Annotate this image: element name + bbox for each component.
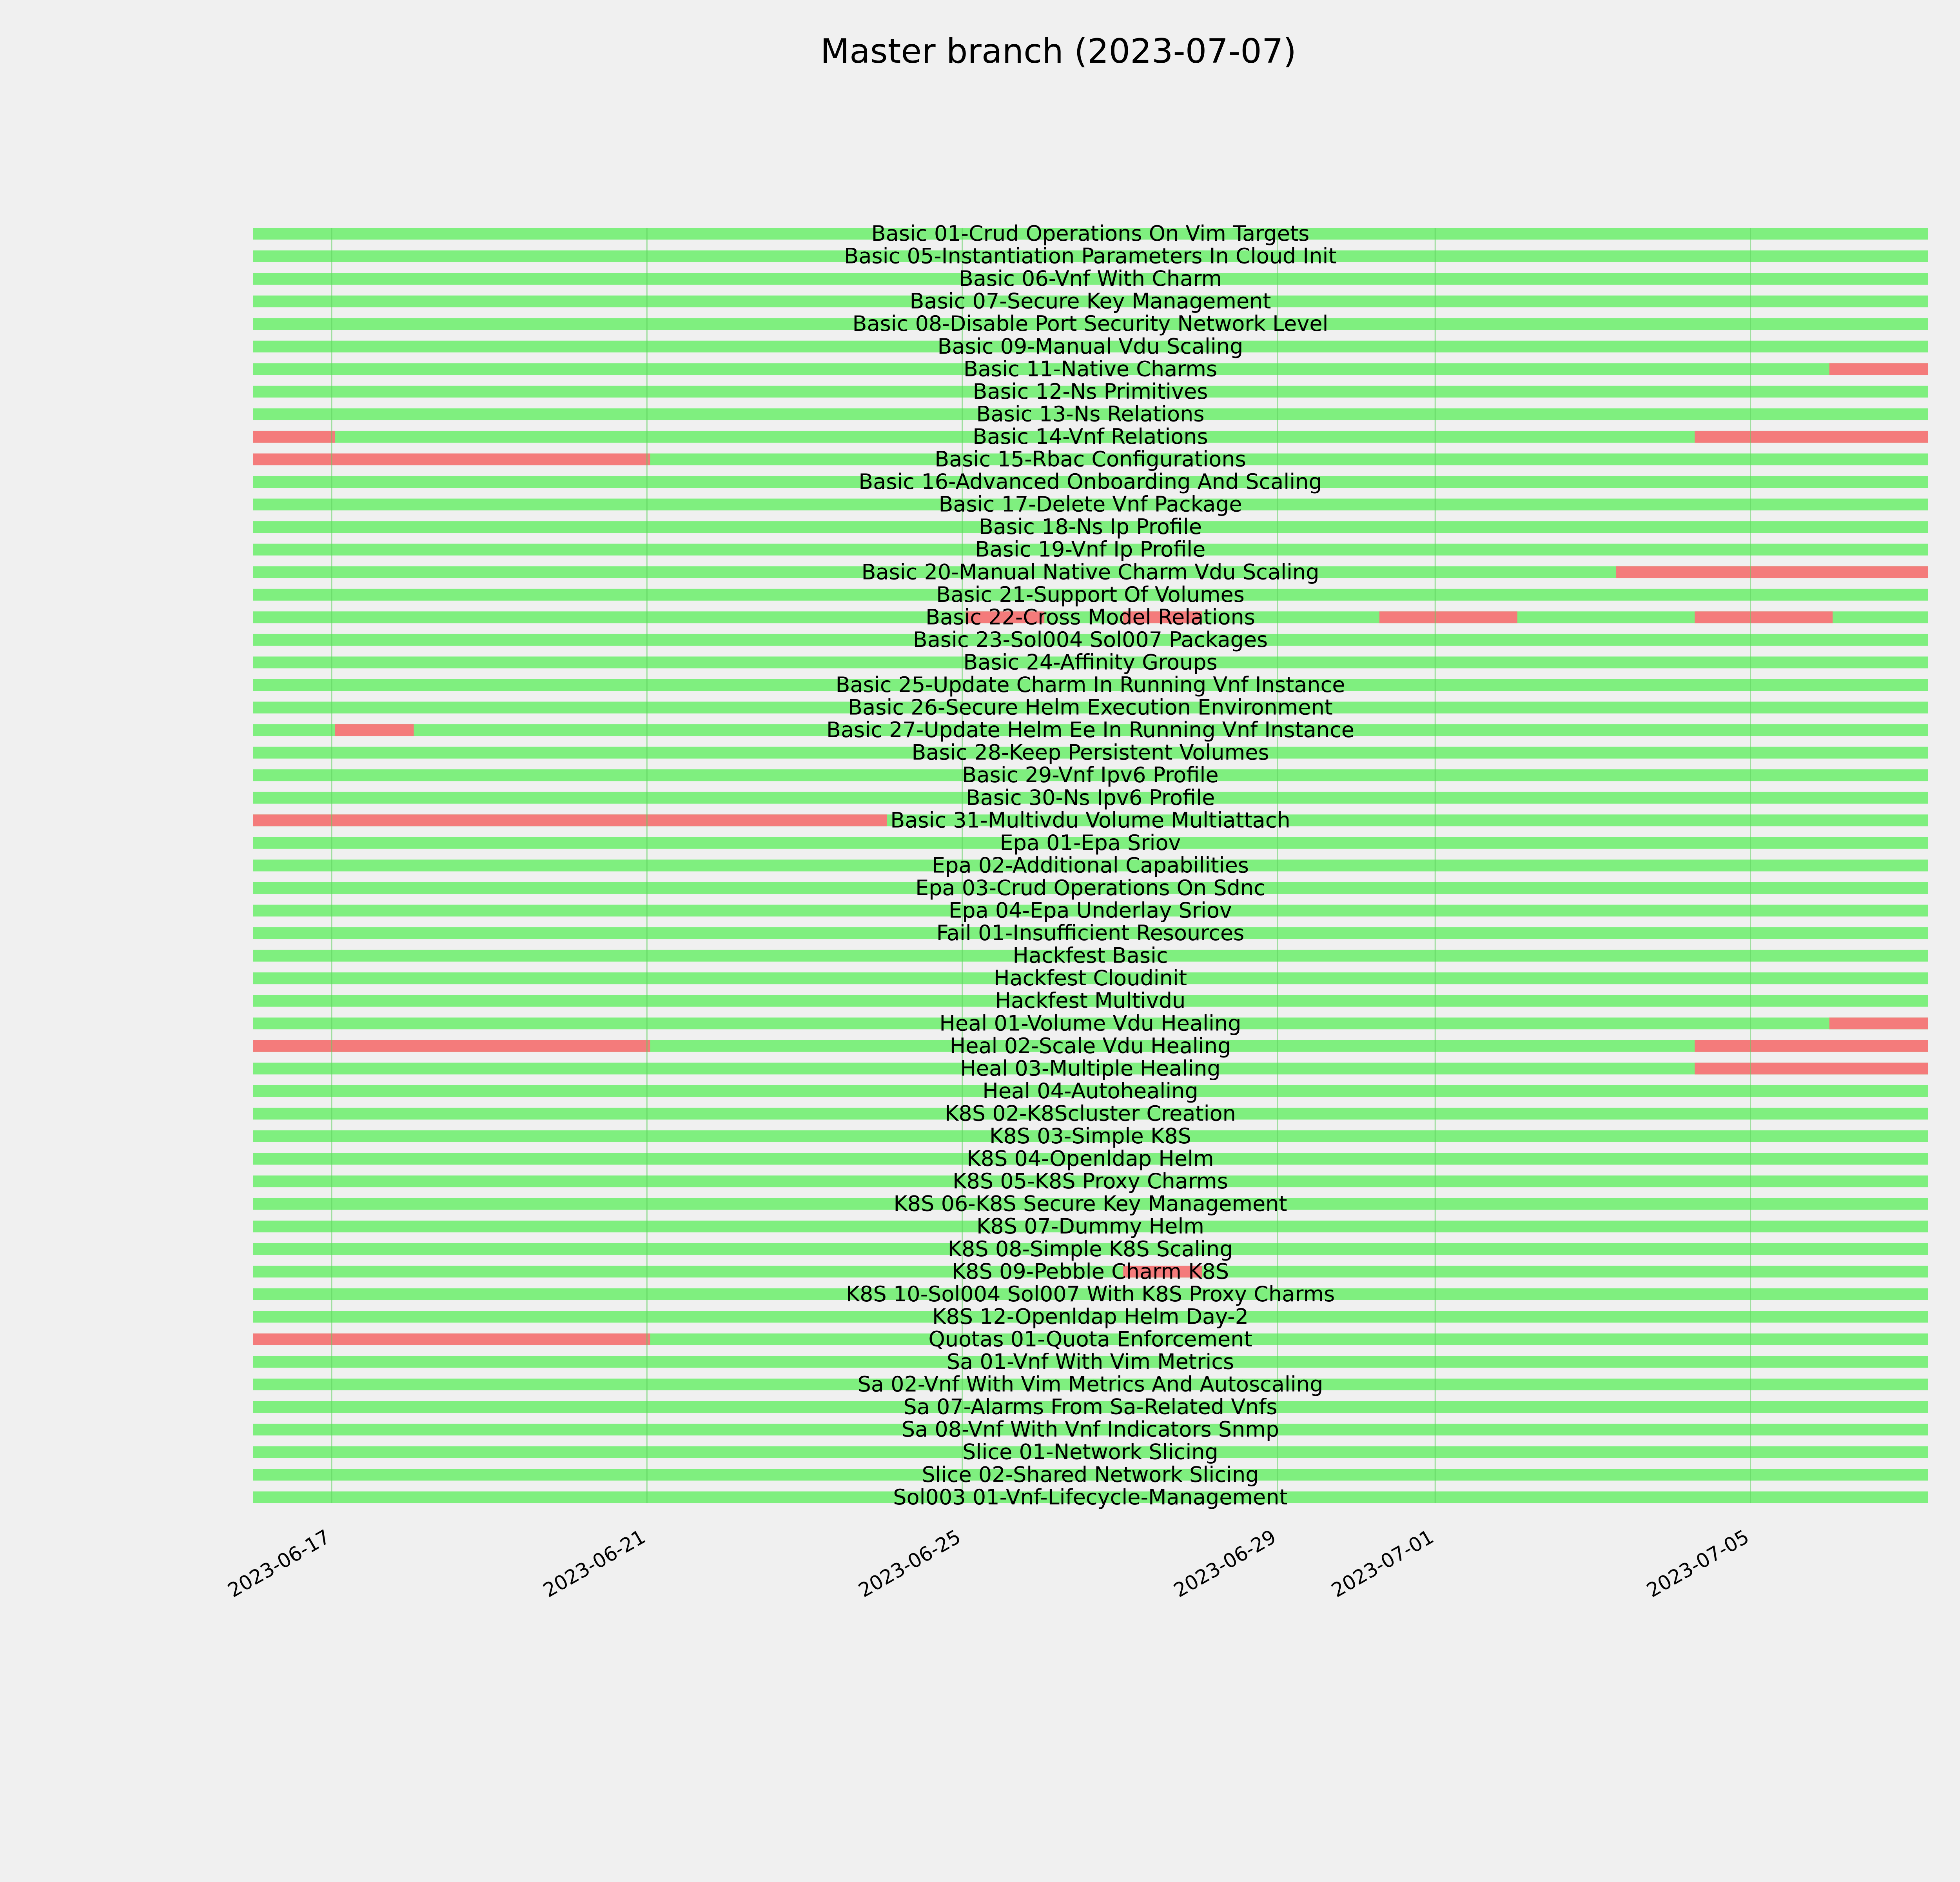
- x-tick-label: 2023-07-01: [1327, 1525, 1438, 1602]
- row-label: Hackfest Multivdu: [995, 988, 1186, 1013]
- row-label: Sa 01-Vnf With Vim Metrics: [946, 1349, 1234, 1374]
- x-axis-ticks: [224, 1525, 1753, 1602]
- row-label: Basic 08-Disable Port Security Network Level: [852, 311, 1328, 336]
- row-label: Basic 20-Manual Native Charm Vdu Scaling: [861, 560, 1319, 585]
- row-label: Basic 07-Secure Key Management: [909, 289, 1271, 314]
- row-label: Basic 17-Delete Vnf Package: [938, 492, 1242, 517]
- row-label: Basic 24-Affinity Groups: [963, 650, 1218, 675]
- row-label: K8S 05-K8S Proxy Charms: [953, 1169, 1228, 1194]
- fail-bar: [1379, 611, 1517, 623]
- row-label: Fail 01-Insufficient Resources: [936, 921, 1245, 946]
- fail-bar: [253, 454, 650, 465]
- row-label: Basic 29-Vnf Ipv6 Profile: [962, 763, 1219, 788]
- row-label: Quotas 01-Quota Enforcement: [928, 1326, 1252, 1352]
- row-label: Slice 01-Network Slicing: [962, 1439, 1218, 1464]
- row-label: Basic 31-Multivdu Volume Multiattach: [890, 808, 1290, 833]
- row-label: Basic 30-Ns Ipv6 Profile: [965, 785, 1215, 810]
- row-label: K8S 12-Openldap Helm Day-2: [932, 1304, 1249, 1329]
- row-label: Heal 01-Volume Vdu Healing: [939, 1011, 1241, 1036]
- x-tick-label: 2023-06-29: [1170, 1525, 1280, 1602]
- row-label: Basic 28-Keep Persistent Volumes: [911, 740, 1269, 765]
- fail-bar: [253, 1040, 650, 1052]
- row-label: Heal 04-Autohealing: [982, 1078, 1198, 1103]
- row-label: K8S 02-K8Scluster Creation: [945, 1101, 1236, 1126]
- row-label: Hackfest Cloudinit: [993, 966, 1187, 991]
- x-tick-label: 2023-07-05: [1642, 1525, 1753, 1602]
- fail-bar: [1829, 363, 1928, 375]
- row-label: Basic 09-Manual Vdu Scaling: [937, 334, 1243, 359]
- fail-bar: [1616, 566, 1928, 578]
- row-label: Basic 01-Crud Operations On Vim Targets: [871, 221, 1310, 246]
- fail-bar: [253, 1333, 650, 1345]
- row-label: K8S 10-Sol004 Sol007 With K8S Proxy Charms: [846, 1281, 1335, 1306]
- row-label: K8S 08-Simple K8S Scaling: [947, 1236, 1233, 1261]
- row-label: Epa 04-Epa Underlay Sriov: [949, 898, 1232, 923]
- row-label: Basic 21-Support Of Volumes: [936, 582, 1245, 607]
- fail-bar: [1695, 611, 1833, 623]
- row-label: Basic 12-Ns Primitives: [973, 379, 1208, 404]
- row-label: Sa 07-Alarms From Sa-Related Vnfs: [903, 1394, 1278, 1419]
- row-label: Heal 03-Multiple Healing: [960, 1056, 1221, 1081]
- row-label: Basic 05-Instantiation Parameters In Cloud Init: [844, 243, 1337, 269]
- row-label: Heal 02-Scale Vdu Healing: [949, 1033, 1231, 1058]
- row-label: Basic 15-Rbac Configurations: [935, 447, 1246, 472]
- fail-bar: [253, 814, 887, 826]
- row-label: Basic 23-Sol004 Sol007 Packages: [913, 627, 1268, 652]
- row-label: Hackfest Basic: [1013, 943, 1168, 968]
- row-label: Basic 25-Update Charm In Running Vnf Instance: [835, 672, 1345, 697]
- row-label: Basic 11-Native Charms: [963, 356, 1218, 381]
- row-label: Sol003 01-Vnf-Lifecycle-Management: [893, 1484, 1288, 1510]
- x-tick-label: 2023-06-25: [855, 1525, 965, 1602]
- row-label: Epa 03-Crud Operations On Sdnc: [915, 875, 1265, 900]
- chart-title: Master branch (2023-07-07): [820, 32, 1297, 71]
- fail-bar: [1695, 431, 1928, 443]
- fail-bar: [1829, 1017, 1928, 1029]
- row-label: K8S 06-K8S Secure Key Management: [893, 1191, 1287, 1216]
- row-label: Sa 08-Vnf With Vnf Indicators Snmp: [901, 1417, 1279, 1442]
- row-label: Epa 02-Additional Capabilities: [932, 853, 1249, 878]
- row-label: Basic 27-Update Helm Ee In Running Vnf Instance: [826, 718, 1354, 743]
- row-label: Basic 14-Vnf Relations: [973, 424, 1208, 449]
- fail-bar: [1695, 1063, 1928, 1074]
- row-label: Sa 02-Vnf With Vim Metrics And Autoscaling: [857, 1372, 1323, 1397]
- x-tick-label: 2023-06-21: [539, 1525, 650, 1602]
- row-label: Basic 06-Vnf With Charm: [958, 266, 1222, 291]
- row-label: Slice 02-Shared Network Slicing: [922, 1462, 1259, 1487]
- fail-bar: [1695, 1040, 1928, 1052]
- row-label: Basic 18-Ns Ip Profile: [978, 514, 1202, 540]
- row-label: K8S 09-Pebble Charm K8S: [951, 1259, 1229, 1284]
- fail-bar: [253, 431, 335, 443]
- row-label: K8S 03-Simple K8S: [989, 1124, 1192, 1148]
- row-label: K8S 07-Dummy Helm: [976, 1214, 1204, 1239]
- row-label: Basic 16-Advanced Onboarding And Scaling: [858, 469, 1322, 494]
- row-label: Epa 01-Epa Sriov: [1000, 830, 1181, 855]
- x-tick-label: 2023-06-17: [224, 1525, 334, 1602]
- fail-bar: [335, 724, 414, 736]
- row-label: Basic 19-Vnf Ip Profile: [975, 537, 1206, 562]
- row-label: K8S 04-Openldap Helm: [967, 1146, 1214, 1171]
- row-label: Basic 13-Ns Relations: [976, 401, 1205, 427]
- row-label: Basic 26-Secure Helm Execution Environment: [848, 695, 1333, 720]
- row-label: Basic 22-Cross Model Relations: [926, 605, 1255, 630]
